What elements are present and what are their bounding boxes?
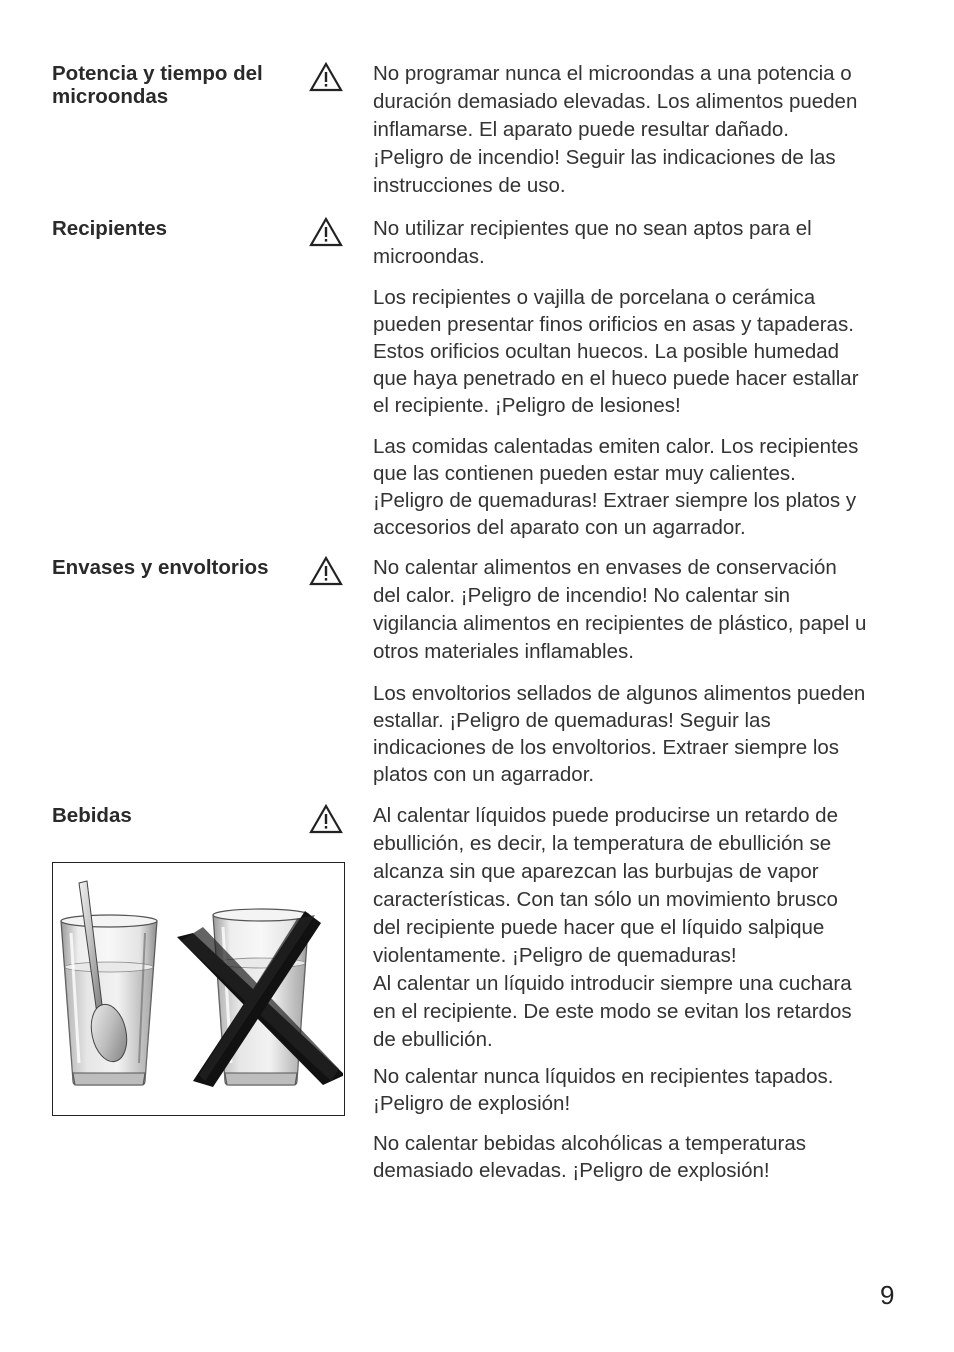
glasses-drawing [53,863,343,1114]
paragraph-envases-1: No calentar alimentos en envases de conservación del calor. ¡Peligro de incendio! No calentar sin vigilancia alimentos en recipientes de plástico, papel u otros materiales inflamables. [373,556,867,663]
warning-icon [309,217,343,247]
paragraph-bebidas-3: No calentar bebidas alcohólicas a temperaturas demasiado elevadas. ¡Peligro de explosión! [373,1132,807,1182]
paragraph-envases-2: Los envoltorios sellados de algunos alimentos pueden estallar. ¡Peligro de quemaduras! Seguir las indicaciones de los envoltorios. Extraer siempre los platos con un agarrador. [373,682,866,786]
heading-potencia: Potencia y tiempo del microondas [52,62,263,108]
page-number: 9 [880,1280,895,1310]
glass-with-spoon [61,881,157,1085]
paragraph-bebidas-1: Al calentar líquidos puede producirse un retardo de ebullición, es decir, la temperatura de ebullición se alcanza sin que aparezcan las burbujas de vapor características. Con tan sólo un movimiento brusco del recipiente puede hacer que el líquido salpique violentamente. ¡Peligro de quemaduras! Al calentar un líquido introducir siempre una cuchara en el recipiente. De este modo se evitan los retardos de ebullición. [373,804,852,1051]
paragraph-potencia-1: No programar nunca el microondas a una potencia o duración demasiado elevadas. Los alimentos pueden inflamarse. El aparato puede resultar dañado. ¡Peligro de incendio! Seguir las indicaciones de las instrucciones de uso. [373,62,858,197]
glasses-illustration [52,862,345,1116]
warning-icon [309,804,343,834]
paragraph-recipientes-3: Las comidas calentadas emiten calor. Los recipientes que las contienen pueden estar muy calientes. ¡Peligro de quemaduras! Extraer siempre los platos y accesorios del aparato con un agarrador. [373,435,859,539]
heading-bebidas: Bebidas [52,804,132,827]
warning-icon [309,62,343,92]
heading-envases: Envases y envoltorios [52,556,269,579]
paragraph-bebidas-2: No calentar nunca líquidos en recipientes tapados. ¡Peligro de explosión! [373,1065,834,1115]
paragraph-recipientes-2: Los recipientes o vajilla de porcelana o cerámica pueden presentar finos orificios en asas y tapaderas. Estos orificios ocultan huecos. La posible humedad que haya penetrado en el hueco puede hacer estallar el recipiente. ¡Peligro de lesiones! [373,286,859,417]
warning-icon [309,556,343,586]
heading-recipientes: Recipientes [52,217,168,240]
paragraph-recipientes-1: No utilizar recipientes que no sean aptos para el microondas. [373,217,812,268]
